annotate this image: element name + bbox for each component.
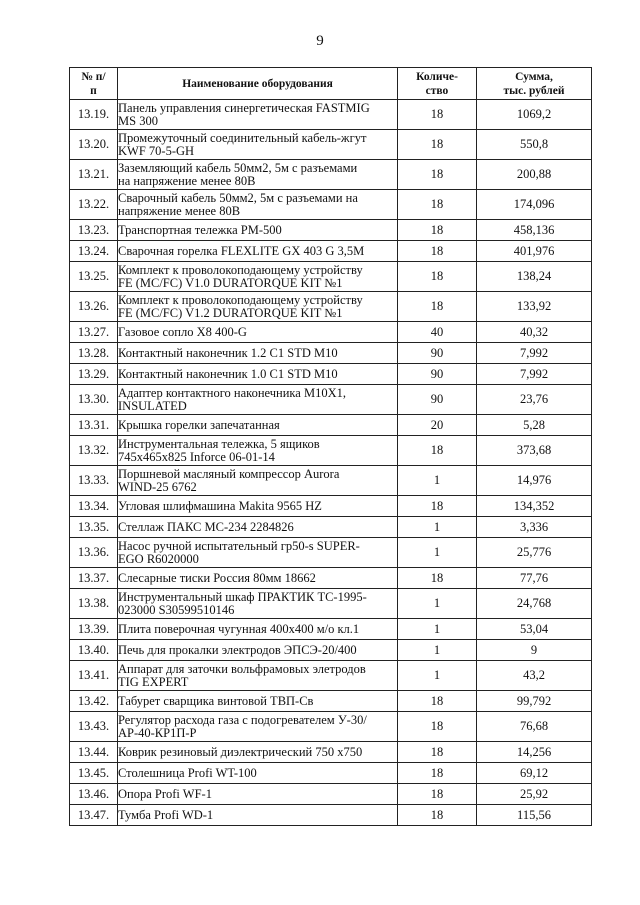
sum-cell: 76,68 (477, 712, 592, 742)
equipment-name (118, 712, 398, 742)
equipment-name (118, 517, 398, 538)
sum-cell: 24,768 (477, 589, 592, 619)
sum-cell: 9 (477, 640, 592, 661)
quantity-cell: 18 (398, 568, 477, 589)
table-row (70, 220, 592, 241)
equipment-name (118, 130, 398, 160)
equipment-name-line: Коврик резиновый диэлектрический 750 х750 (118, 744, 363, 759)
equipment-name (118, 322, 398, 343)
equipment-name (118, 292, 398, 322)
table-row (70, 436, 592, 466)
equipment-name-line: MS 300 (118, 113, 158, 128)
sum-cell: 25,92 (477, 784, 592, 805)
sum-cell: 25,776 (477, 538, 592, 568)
equipment-name-line: АР-40-КР1П-Р (118, 725, 197, 740)
equipment-name (118, 568, 398, 589)
equipment-name-line: Угловая шлифмашина Makita 9565 HZ (118, 498, 322, 513)
table-body (70, 100, 592, 826)
equipment-name-line: Столешница Profi WT-100 (118, 765, 257, 780)
sum-cell: 99,792 (477, 691, 592, 712)
equipment-name-line: Крышка горелки запечатанная (118, 417, 280, 432)
sum-cell: 53,04 (477, 619, 592, 640)
equipment-name-line: Газовое сопло X8 400-G (118, 324, 247, 339)
equipment-name-line: Печь для прокалки электродов ЭПСЭ-20/400 (118, 642, 357, 657)
equipment-name-line: Панель управления синергетическая FASTMIG (118, 100, 370, 115)
equipment-name (118, 385, 398, 415)
equipment-name-line: Сварочная горелка FLEXLITE GX 403 G 3,5M (118, 243, 365, 258)
table-row (70, 517, 592, 538)
header-name: Наименование оборудования (118, 68, 398, 100)
row-number: 13.46. (70, 784, 118, 805)
header-quantity (398, 68, 477, 100)
equipment-name-line: Заземляющий кабель 50мм2, 5м с разъемами (118, 160, 358, 175)
table-row (70, 763, 592, 784)
quantity-cell: 1 (398, 661, 477, 691)
row-number: 13.20. (70, 130, 118, 160)
sum-cell: 3,336 (477, 517, 592, 538)
quantity-cell: 18 (398, 262, 477, 292)
quantity-cell: 18 (398, 691, 477, 712)
quantity-cell: 1 (398, 517, 477, 538)
table-row (70, 130, 592, 160)
header-number-line2: п (90, 84, 97, 97)
equipment-name-line: Тумба Profi WD-1 (118, 807, 214, 822)
sum-cell: 134,352 (477, 496, 592, 517)
table-header-row (70, 68, 592, 100)
equipment-name-line: Контактный наконечник 1.0 C1 STD M10 (118, 366, 338, 381)
quantity-cell: 1 (398, 466, 477, 496)
table-row (70, 691, 592, 712)
row-number: 13.33. (70, 466, 118, 496)
equipment-name (118, 466, 398, 496)
quantity-cell: 20 (398, 415, 477, 436)
equipment-name-line: Табурет сварщика винтовой ТВП-Св (118, 693, 314, 708)
quantity-cell: 18 (398, 160, 477, 190)
table-row (70, 385, 592, 415)
equipment-name (118, 805, 398, 826)
sum-cell: 7,992 (477, 343, 592, 364)
sum-cell: 77,76 (477, 568, 592, 589)
quantity-cell: 18 (398, 784, 477, 805)
table-row (70, 661, 592, 691)
table-row (70, 619, 592, 640)
equipment-name-line: KWF 70-5-GH (118, 143, 195, 158)
equipment-name-line: Насос ручной испытательный гр50-s SUPER- (118, 538, 360, 553)
equipment-name-line: Регулятор расхода газа с подогревателем У-30/ (118, 712, 367, 727)
sum-cell: 23,76 (477, 385, 592, 415)
equipment-name-line: Контактный наконечник 1.2 C1 STD M10 (118, 345, 338, 360)
quantity-cell: 18 (398, 220, 477, 241)
row-number: 13.37. (70, 568, 118, 589)
sum-cell: 401,976 (477, 241, 592, 262)
equipment-table (69, 67, 592, 826)
header-sum-line2: тыс. рублей (503, 84, 565, 97)
sum-cell: 40,32 (477, 322, 592, 343)
equipment-name-line: Комплект к проволокоподающему устройству (118, 292, 363, 307)
header-number-line1: № п/ (81, 70, 106, 83)
sum-cell: 5,28 (477, 415, 592, 436)
equipment-name-line: EGO R6020000 (118, 551, 199, 566)
quantity-cell: 40 (398, 322, 477, 343)
equipment-name-line: FE (MC/FC) V1.2 DURATORQUE KIT №1 (118, 305, 343, 320)
table-row (70, 805, 592, 826)
equipment-name (118, 742, 398, 763)
equipment-name-line: Транспортная тележка PM-500 (118, 222, 282, 237)
equipment-name-line: напряжение менее 80В (118, 203, 241, 218)
quantity-cell: 90 (398, 364, 477, 385)
sum-cell: 14,976 (477, 466, 592, 496)
row-number: 13.39. (70, 619, 118, 640)
table-row (70, 322, 592, 343)
sum-cell: 373,68 (477, 436, 592, 466)
equipment-name (118, 415, 398, 436)
sum-cell: 1069,2 (477, 100, 592, 130)
equipment-name (118, 100, 398, 130)
row-number: 13.27. (70, 322, 118, 343)
header-number (70, 68, 118, 100)
header-quantity-line2: ство (425, 84, 449, 97)
row-number: 13.31. (70, 415, 118, 436)
equipment-name (118, 763, 398, 784)
row-number: 13.19. (70, 100, 118, 130)
row-number: 13.35. (70, 517, 118, 538)
equipment-name-line: на напряжение менее 80В (118, 173, 256, 188)
quantity-cell: 18 (398, 100, 477, 130)
sum-cell: 458,136 (477, 220, 592, 241)
equipment-name (118, 589, 398, 619)
equipment-name-line: Аппарат для заточки вольфрамовых элетродов (118, 661, 366, 676)
row-number: 13.23. (70, 220, 118, 241)
sum-cell: 69,12 (477, 763, 592, 784)
table-row (70, 712, 592, 742)
equipment-name (118, 691, 398, 712)
quantity-cell: 1 (398, 538, 477, 568)
sum-cell: 7,992 (477, 364, 592, 385)
table-row (70, 589, 592, 619)
table-row (70, 784, 592, 805)
quantity-cell: 90 (398, 385, 477, 415)
quantity-cell: 18 (398, 292, 477, 322)
table-row (70, 538, 592, 568)
row-number: 13.36. (70, 538, 118, 568)
equipment-name (118, 640, 398, 661)
quantity-cell: 18 (398, 742, 477, 763)
sum-cell: 138,24 (477, 262, 592, 292)
sum-cell: 115,56 (477, 805, 592, 826)
quantity-cell: 18 (398, 130, 477, 160)
equipment-name-line: 023000 S30599510146 (118, 602, 235, 617)
equipment-name-line: Инструментальная тележка, 5 ящиков (118, 436, 320, 451)
row-number: 13.38. (70, 589, 118, 619)
table-row (70, 262, 592, 292)
row-number: 13.26. (70, 292, 118, 322)
quantity-cell: 90 (398, 343, 477, 364)
equipment-name (118, 220, 398, 241)
equipment-name-line: INSULATED (118, 398, 187, 413)
header-quantity-line1: Количе- (416, 70, 458, 83)
row-number: 13.45. (70, 763, 118, 784)
equipment-name-line: Комплект к проволокоподающему устройству (118, 262, 363, 277)
equipment-name (118, 262, 398, 292)
table-row (70, 640, 592, 661)
table-row (70, 568, 592, 589)
table-row (70, 190, 592, 220)
row-number: 13.34. (70, 496, 118, 517)
quantity-cell: 18 (398, 763, 477, 784)
equipment-name (118, 619, 398, 640)
equipment-name-line: Сварочный кабель 50мм2, 5м с разъемами на (118, 190, 358, 205)
sum-cell: 14,256 (477, 742, 592, 763)
row-number: 13.25. (70, 262, 118, 292)
sum-cell: 174,096 (477, 190, 592, 220)
equipment-name (118, 343, 398, 364)
equipment-name (118, 160, 398, 190)
equipment-name (118, 538, 398, 568)
row-number: 13.42. (70, 691, 118, 712)
row-number: 13.44. (70, 742, 118, 763)
quantity-cell: 1 (398, 589, 477, 619)
table-row (70, 241, 592, 262)
row-number: 13.24. (70, 241, 118, 262)
page-number: 9 (316, 33, 324, 49)
quantity-cell: 18 (398, 805, 477, 826)
sum-cell: 133,92 (477, 292, 592, 322)
equipment-name-line: Слесарные тиски Россия 80мм 18662 (118, 570, 316, 585)
row-number: 13.47. (70, 805, 118, 826)
equipment-name-line: FE (MC/FC) V1.0 DURATORQUE KIT №1 (118, 275, 343, 290)
table-row (70, 292, 592, 322)
table-row (70, 415, 592, 436)
sum-cell: 43,2 (477, 661, 592, 691)
equipment-name-line: Стеллаж ПАКС МС-234 2284826 (118, 519, 294, 534)
row-number: 13.21. (70, 160, 118, 190)
equipment-name (118, 784, 398, 805)
quantity-cell: 18 (398, 496, 477, 517)
table-row (70, 742, 592, 763)
quantity-cell: 18 (398, 190, 477, 220)
row-number: 13.41. (70, 661, 118, 691)
row-number: 13.30. (70, 385, 118, 415)
row-number: 13.28. (70, 343, 118, 364)
row-number: 13.40. (70, 640, 118, 661)
equipment-name (118, 241, 398, 262)
table-row (70, 496, 592, 517)
table-row (70, 100, 592, 130)
sum-cell: 200,88 (477, 160, 592, 190)
equipment-name-line: 745x465x825 Inforce 06-01-14 (118, 449, 275, 464)
equipment-name (118, 190, 398, 220)
quantity-cell: 1 (398, 640, 477, 661)
equipment-name (118, 496, 398, 517)
row-number: 13.29. (70, 364, 118, 385)
header-sum-line1: Сумма, (515, 70, 553, 83)
table-row (70, 343, 592, 364)
header-sum (477, 68, 592, 100)
quantity-cell: 1 (398, 619, 477, 640)
equipment-name-line: Промежуточный соединительный кабель-жгут (118, 130, 367, 145)
table-row (70, 364, 592, 385)
equipment-name-line: Поршневой масляный компрессор Aurora (118, 466, 340, 481)
row-number: 13.22. (70, 190, 118, 220)
equipment-name-line: TIG EXPERT (118, 674, 189, 689)
row-number: 13.43. (70, 712, 118, 742)
equipment-name-line: Плита поверочная чугунная 400х400 м/о кл.1 (118, 621, 360, 636)
equipment-name (118, 661, 398, 691)
row-number: 13.32. (70, 436, 118, 466)
table-row (70, 160, 592, 190)
quantity-cell: 18 (398, 712, 477, 742)
equipment-name (118, 364, 398, 385)
table-row (70, 466, 592, 496)
equipment-name (118, 436, 398, 466)
quantity-cell: 18 (398, 241, 477, 262)
equipment-name-line: WIND-25 6762 (118, 479, 197, 494)
sum-cell: 550,8 (477, 130, 592, 160)
equipment-name-line: Адаптер контактного наконечника M10X1, (118, 385, 346, 400)
quantity-cell: 18 (398, 436, 477, 466)
equipment-name-line: Инструментальный шкаф ПРАКТИК ТС-1995- (118, 589, 367, 604)
equipment-name-line: Опора Profi WF-1 (118, 786, 212, 801)
